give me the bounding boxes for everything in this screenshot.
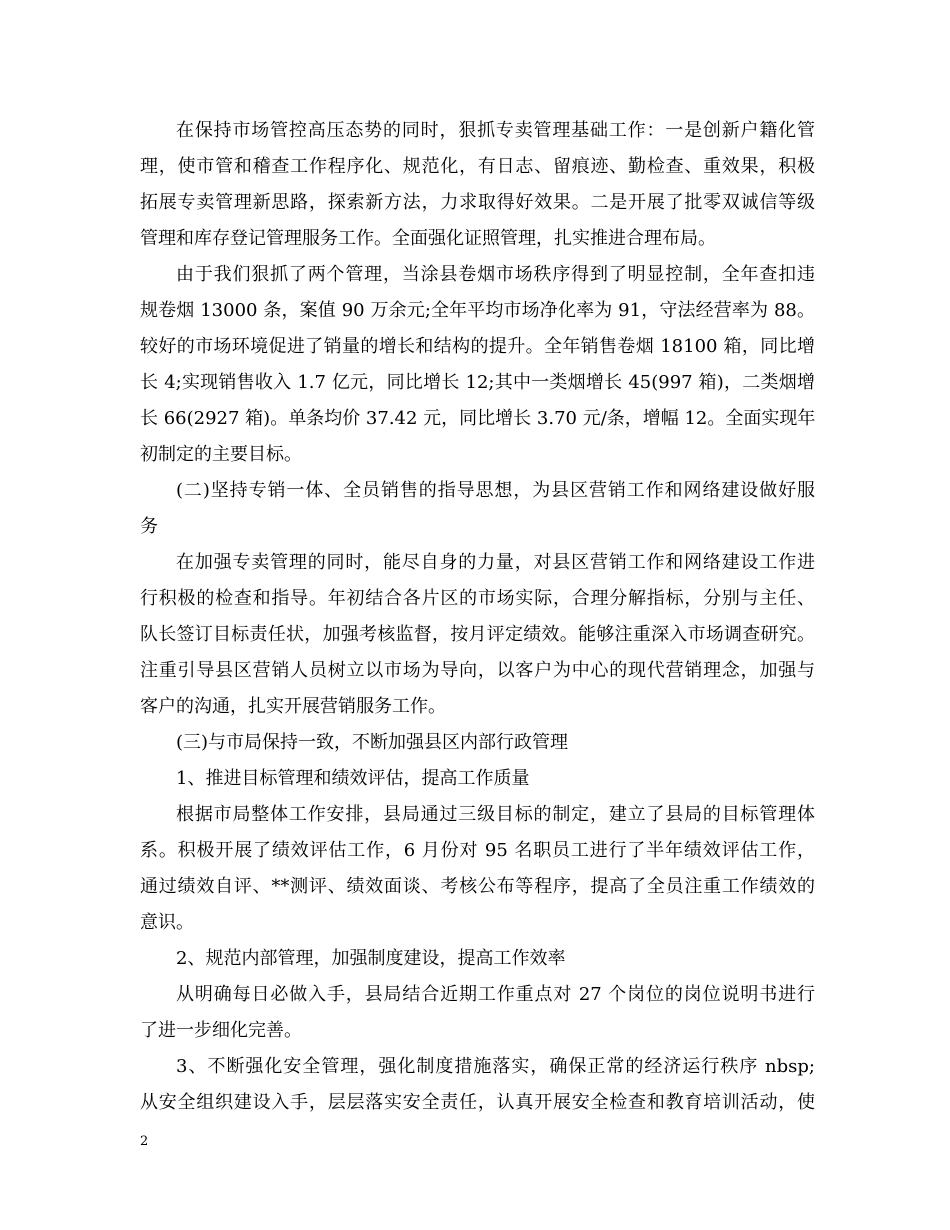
text-line: 队长签订目标责任状，加强考核监督，按月评定绩效。能够注重深入市场调查研究。 <box>140 624 815 645</box>
text-line: 行积极的检查和指导。年初结合各片区的市场实际，合理分解指标，分别与主任、 <box>140 588 815 609</box>
text-line: 根据市局整体工作安排，县局通过三级目标的制定，建立了县局的目标管理体 <box>176 804 815 825</box>
paragraph <box>140 725 815 761</box>
paragraph <box>140 113 815 257</box>
paragraph <box>140 761 815 797</box>
text-line: 3、不断强化安全管理，强化制度措施落实，确保正常的经济运行秩序 nbsp; <box>176 1056 815 1077</box>
text-line: 了进一步细化完善。 <box>140 1020 302 1041</box>
text-line: 客户的沟通，扎实开展营销服务工作。 <box>140 696 446 717</box>
text-line: 意识。 <box>140 912 194 933</box>
page-number: 2 <box>140 1134 149 1149</box>
text-line: 较好的市场环境促进了销量的增长和结构的提升。全年销售卷烟 18100 箱，同比增 <box>140 336 815 357</box>
paragraph <box>140 941 815 977</box>
text-line: 2、规范内部管理，加强制度建设，提高工作效率 <box>176 948 566 969</box>
text-line: 系。积极开展了绩效评估工作，6 月份对 95 名职员工进行了半年绩效评估工作， <box>140 840 815 861</box>
text-line: 长 66(2927 箱)。单条均价 37.42 元，同比增长 3.70 元/条，增幅 12。全面实现年 <box>140 408 816 429</box>
text-line: 从明确每日必做入手，县局结合近期工作重点对 27 个岗位的岗位说明书进行 <box>176 984 815 1005</box>
text-line: 管理和库存登记管理服务工作。全面强化证照管理，扎实推进合理布局。 <box>140 228 716 249</box>
text-line: 通过绩效自评、**测评、绩效面谈、考核公布等程序，提高了全员注重工作绩效的 <box>140 876 815 897</box>
paragraph <box>140 257 815 473</box>
text-line: 从安全组织建设入手，层层落实安全责任，认真开展安全检查和教育培训活动，使 <box>140 1092 815 1113</box>
text-line: 理，使市管和稽查工作程序化、规范化，有日志、留痕迹、勤检查、重效果，积极 <box>140 156 815 177</box>
paragraph <box>140 473 815 545</box>
paragraph <box>140 797 815 941</box>
text-line: 长 4;实现销售收入 1.7 亿元，同比增长 12;其中一类烟增长 45(997 箱)，二类烟增 <box>140 372 815 393</box>
text-line: (三)与市局保持一致，不断加强县区内部行政管理 <box>176 732 569 753</box>
body-text <box>140 113 815 1121</box>
text-line: 在加强专卖管理的同时，能尽自身的力量，对县区营销工作和网络建设工作进 <box>176 552 815 573</box>
text-line: 拓展专卖管理新思路，探索新方法，力求取得好效果。二是开展了批零双诚信等级 <box>140 192 815 213</box>
text-line: 初制定的主要目标。 <box>140 444 302 465</box>
text-line: 注重引导县区营销人员树立以市场为导向，以客户为中心的现代营销理念，加强与 <box>140 660 815 681</box>
text-line: 规卷烟 13000 条，案值 90 万余元;全年平均市场净化率为 91，守法经营率为 88。 <box>140 300 815 321</box>
text-line: (二)坚持专销一体、全员销售的指导思想，为县区营销工作和网络建设做好服 <box>176 480 815 501</box>
text-line: 务 <box>140 516 158 537</box>
text-line: 1、推进目标管理和绩效评估，提高工作质量 <box>176 768 530 789</box>
paragraph <box>140 1049 815 1121</box>
text-line: 由于我们狠抓了两个管理，当涂县卷烟市场秩序得到了明显控制，全年查扣违 <box>176 264 815 285</box>
paragraph <box>140 545 815 725</box>
paragraph <box>140 977 815 1049</box>
text-line: 在保持市场管控高压态势的同时，狠抓专卖管理基础工作：一是创新户籍化管 <box>176 120 815 141</box>
